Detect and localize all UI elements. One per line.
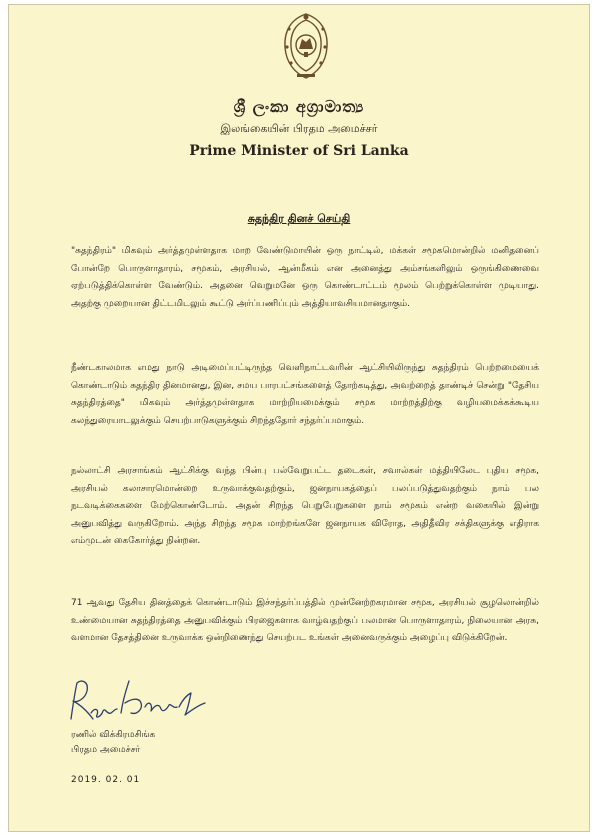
paragraph-3: நல்லாட்சி அரசாங்கம் ஆட்சிக்கு வந்த பின்பு பல்வேறுபட்ட தடைகள், சவால்கள் மத்தியிலேட புதிய சமூக, அரசியல் கலாசாரமொன்றை உருவாக்குவதற்கும், ஜனநாயகத்தைப் பலப்படுத்துவதற்கும் நாம் பல நடவடிக்கைகளை மேற்கொண்டோம். அதன் சிறந்த பெறுபேறுகளை நாம் சமூகம் என்ற வகையில் இன்று அனுபவித்து வருகிறோம். அந்த சிறந்த சமூக மாற்றங்களே ஜனநாயக விரோத, அதிதீவிர சக்திகளுக்கு எதிராக எம்முடன் கைகோர்த்து நின்றன. xyxy=(71,466,539,546)
paragraph-1: "சுதந்திரம்" மிகவும் அர்த்தமுள்ளதாக மாற வேண்டுமாயின் ஒரு நாட்டில், மக்கள் சமூகமொன்றில் மனிதனைப் போன்றே பொருளாதாரம், சமூகம், அரசியல், ஆன்மீகம் என அனைத்து அம்சங்களிலும் ஒருங்கிணைவை ஏற்படுத்திக்கொள்ள வேண்டும். அதனை வெறுமனே ஒரு கொண்டாட்டம் மூலம் பெற்றுக்கொள்ள முடியாது. அதற்கு முறையான திட்டமிடலும் கூட்டு அர்ப்பணிப்பும் அத்தியாவசியமானதாகும். xyxy=(71,246,539,309)
letter-page xyxy=(8,4,590,832)
letterhead-english-title: Prime Minister of Sri Lanka xyxy=(189,143,409,159)
letterhead-sinhala-title: ශ්‍රී ලංකා අග්‍රාමාත්‍ය xyxy=(233,97,365,116)
letter-date: 2019. 02. 01 xyxy=(71,775,141,785)
letterhead-tamil-title: இலங்கையின் பிரதம அமைச்சர் xyxy=(220,122,378,135)
paragraph-4: 71 ஆவது தேசிய தினத்தைக் கொண்டாடும் இச்சந்தர்ப்பத்தில் முன்னேற்றகரமான சமூக, அரசியல் சூழலொன்றில் உண்மையான சுதந்திரத்தை அனுபவிக்கும் பிரஜைகளாக வாழ்வதற்குப் பலமான பொருளாதாரம், நிலையான அரசு, வளமான தேசத்தினை உருவாக்க ஒன்றிணைந்து செயற்பட உங்கள் அனைவருக்கும் அழைப்பு விடுக்கிறேன். xyxy=(71,598,539,643)
paragraph-2: நீண்டகாலமாக எமது நாடு அடிமைப்பட்டிருந்த வெளிநாட்டவரின் ஆட்சியிலிருந்து சுதந்திரம் பெற்றமையைக் கொண்டாடும் சுதந்திர தினமானது, இன, சமய பாரபட்சங்களைத் தோற்கடித்து, அவற்றைத் தாண்டிச் சென்று "தேசிய சுதந்திரத்தை" மிகவும் அர்த்தமுள்ளதாக மாற்றியமைக்கும் சமூக மாற்றத்திற்கு வழியமைக்கக்கூடிய கலந்துரையாடலுக்கும் செயற்பாடுகளுக்கும் சிறந்ததோர் சந்தர்ப்பமாகும். xyxy=(71,363,539,426)
signatory-title: பிரதம அமைச்சர் xyxy=(71,745,141,755)
handwritten-signature xyxy=(59,669,209,729)
signatory-name: ரணில் விக்கிரமசிங்க xyxy=(71,730,156,740)
document-title: சுதந்திர தினச் செய்தி xyxy=(247,212,351,225)
sri-lanka-emblem-icon xyxy=(277,11,335,81)
